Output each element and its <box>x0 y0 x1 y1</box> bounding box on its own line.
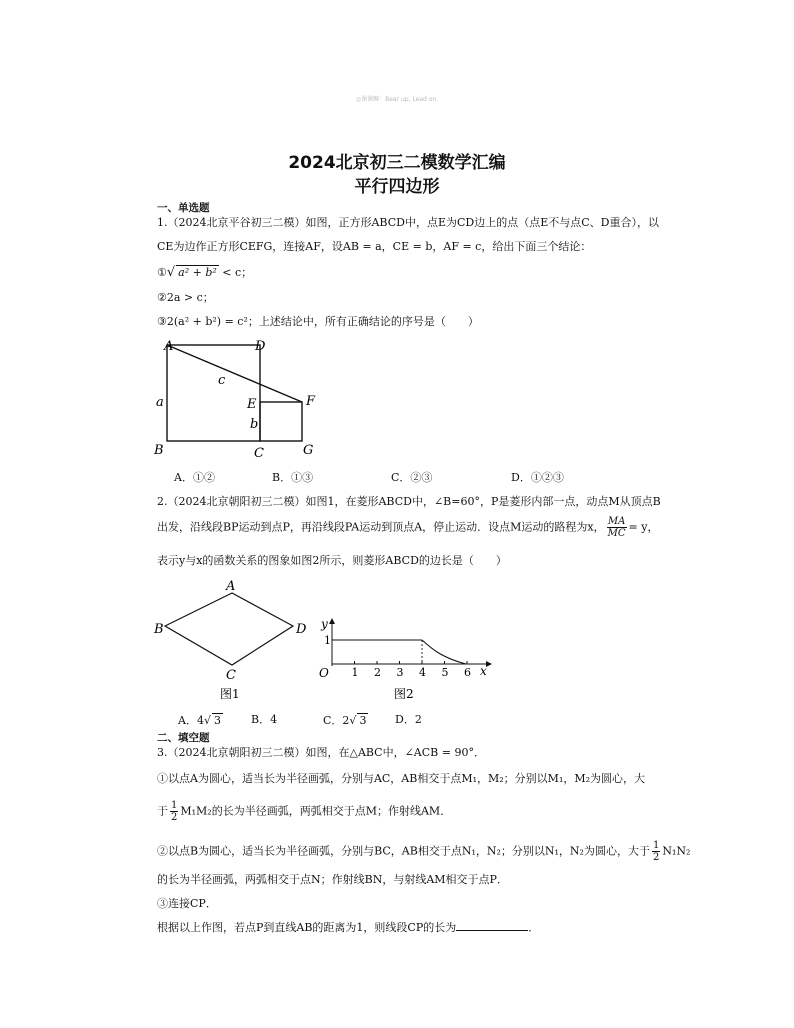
section-single-choice: 一、单选题 <box>157 202 210 214</box>
q3-step2-pre: ②以点B为圆心，适当长为半径画弧，分别与BC，AB相交于点N₁，N₂；分别以N₁，N₂为圆心，大于 <box>157 844 650 858</box>
q2-option-b[interactable]: B．4 <box>251 713 278 726</box>
half-num-2: 1 <box>652 840 660 851</box>
origin-label: O <box>319 666 329 680</box>
q2-option-d[interactable]: D．2 <box>395 713 422 726</box>
q2-figure-2-graph <box>318 616 496 700</box>
half-den-2: 2 <box>652 852 660 863</box>
label-G: G <box>303 443 314 458</box>
radical-sign: √ <box>203 714 211 727</box>
q2-line3: 表示y与x的函数关系的图象如图2所示，则菱形ABCD的边长是（ ） <box>157 554 507 567</box>
radical-sign: √ <box>349 714 357 727</box>
label-c: c <box>218 373 226 388</box>
answer-blank[interactable] <box>456 920 528 931</box>
fig2-caption: 图2 <box>394 687 414 700</box>
label-F: F <box>306 394 316 409</box>
label-E: E <box>247 397 257 412</box>
x-tick-label: 2 <box>374 666 381 679</box>
square-cefg <box>260 402 302 441</box>
x-axis-label: x <box>480 664 487 678</box>
q3-question <box>157 920 539 935</box>
q1-option-b[interactable]: B．①③ <box>272 471 314 484</box>
q2-figure-1-rhombus <box>150 578 320 700</box>
q1-option-d[interactable]: D．①②③ <box>511 471 564 484</box>
q3-step1-line1: ①以点A为圆心，适当长为半径画弧，分别与AC，AB相交于点M₁，M₂；分别以M₁，M₂为圆心，大 <box>157 772 646 785</box>
q3-step1-post: M₁M₂的长为半径画弧，两弧相交于点M；作射线AM． <box>180 804 452 818</box>
q2-opt-c-rad: 3 <box>359 714 367 727</box>
q3-half-fraction-2 <box>652 840 660 863</box>
section-fill-blank: 二、填空题 <box>157 732 210 744</box>
q1-conclusion-2: ②2a > c； <box>157 291 214 304</box>
q3-question-text: 根据以上作图，若点P到直线AB的距离为1，则线段CP的长为 <box>157 921 457 934</box>
q2-opt-c-pre: C．2 <box>323 714 350 727</box>
q2-line2-text: 出发，沿线段BP运动到点P，再沿线段PA运动到顶点A，停止运动．设点M运动的路程为x， <box>157 520 605 534</box>
y-axis-label: y <box>321 617 328 631</box>
x-tick-label: 3 <box>396 666 404 679</box>
q3-half-fraction <box>170 800 178 823</box>
q1-c1-mark: ① <box>157 266 167 279</box>
q3-step2-post: N₁N₂ <box>662 844 691 858</box>
rhombus-abcd <box>165 593 293 665</box>
fig1-label-D: D <box>296 622 307 637</box>
page-title: 2024北京初三二模数学汇编 <box>288 153 506 173</box>
half-den: 2 <box>171 812 178 823</box>
graph-curve-segment <box>422 640 466 664</box>
label-D: D <box>255 339 266 354</box>
q3-step2-line1 <box>157 840 690 863</box>
square-abcd <box>167 345 260 441</box>
x-tick-label: 4 <box>419 666 426 679</box>
q2-opt-a-rad: 3 <box>213 714 221 727</box>
label-b: b <box>250 417 259 432</box>
q2-frac-den: MC <box>607 528 626 539</box>
q2-option-a[interactable] <box>178 713 223 728</box>
x-tick-label: 1 <box>351 666 359 679</box>
fig1-label-B: B <box>154 622 164 637</box>
x-tick-label: 5 <box>441 666 449 679</box>
radical-sign: √ <box>166 265 176 280</box>
q1-option-a[interactable]: A．①② <box>174 471 215 484</box>
q1-conclusion-3: ③2(a² + b²) = c²；上述结论中，所有正确结论的序号是（ ） <box>157 315 479 328</box>
y-axis-arrow <box>329 618 335 624</box>
q1-figure-squares <box>150 336 330 464</box>
q3-step3: ③连接CP． <box>157 897 217 910</box>
q2-opt-a-pre: A．4 <box>178 714 204 727</box>
q3-step1-pre: 于 <box>157 804 168 818</box>
fig1-label-A: A <box>226 579 236 594</box>
label-a: a <box>156 395 164 410</box>
fig1-caption: 图1 <box>220 687 240 700</box>
x-axis-arrow <box>486 661 492 667</box>
y-tick-1: 1 <box>324 634 331 647</box>
half-num: 1 <box>171 800 178 811</box>
segment-af <box>167 345 302 402</box>
q1-option-c[interactable]: C．②③ <box>391 471 433 484</box>
q3-step2-line2: 的长为半径画弧，两弧相交于点N；作射线BN，与射线AM相交于点P． <box>157 873 508 886</box>
page-subtitle: 平行四边形 <box>354 177 440 197</box>
q2-line1: 2.（2024北京朝阳初三二模）如图1，在菱形ABCD中，∠B=60°，P是菱形内部一点，动点M从顶点B <box>157 495 661 508</box>
q1-c1-rest: < c； <box>218 266 253 279</box>
label-B: B <box>154 443 164 458</box>
q1-c1-radicand: a² + b² <box>178 266 217 279</box>
page-header: ◎课课聊：Bear up, Lead on. <box>355 96 439 103</box>
q2-line2-end: = y， <box>628 520 659 534</box>
q3-question-end: ． <box>528 921 540 934</box>
q2-line2 <box>157 516 658 539</box>
q3-step1-line2 <box>157 800 451 823</box>
q1-line1: 1.（2024北京平谷初三二模）如图，正方形ABCD中，点E为CD边上的点（点E不与点C、D重合），以 <box>157 216 659 229</box>
q3-line1: 3.（2024北京朝阳初三二模）如图，在△ABC中，∠ACB = 90°． <box>157 746 485 759</box>
q2-option-c[interactable] <box>323 713 368 728</box>
q1-conclusion-1 <box>157 265 252 280</box>
label-A: A <box>164 339 174 354</box>
q2-fraction <box>607 516 627 539</box>
fig1-label-C: C <box>226 668 236 683</box>
label-C: C <box>254 446 264 461</box>
q1-line2: CE为边作正方形CEFG，连接AF，设AB = a，CE = b，AF = c，给出下面三个结论： <box>157 240 592 253</box>
x-tick-label: 6 <box>464 666 471 679</box>
q2-frac-num: MA <box>607 516 626 527</box>
